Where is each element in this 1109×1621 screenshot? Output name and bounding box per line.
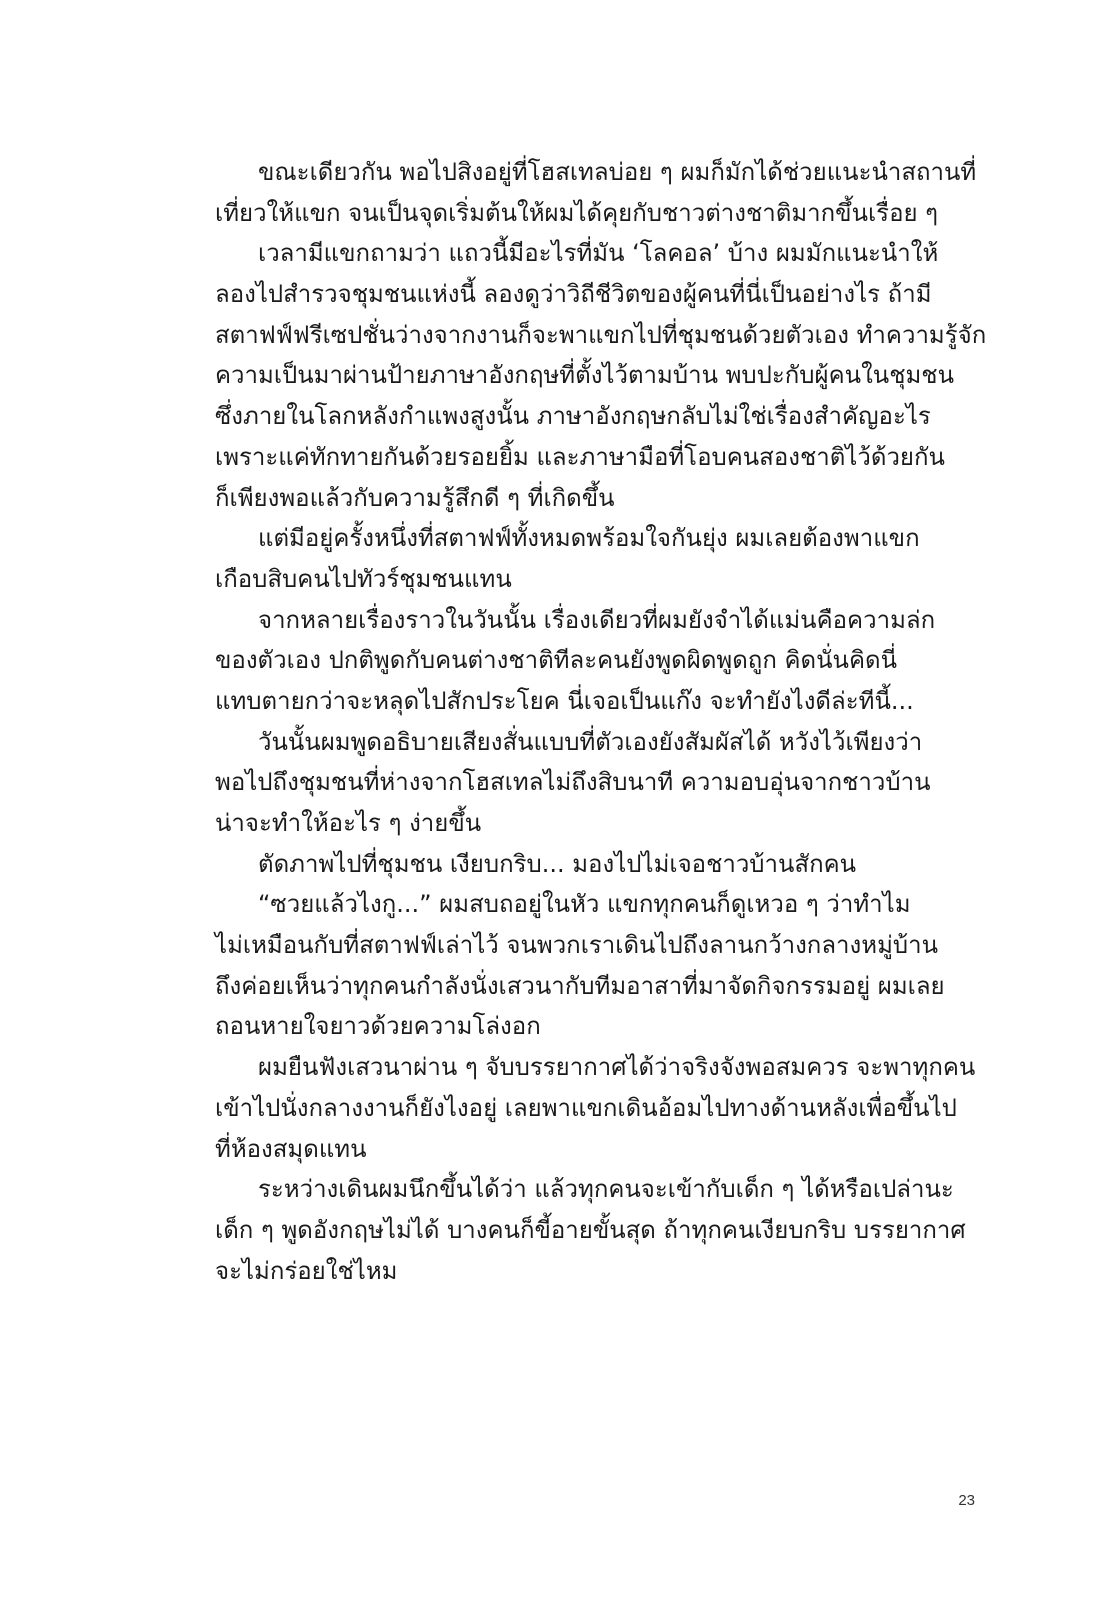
text-line: ถึงค่อยเห็นว่าทุกคนกำลังนั่งเสวนากับทีมอาสาที่มาจัดกิจกรรมอยู่ ผมเลย — [215, 971, 945, 1000]
text-line: วันนั้นผมพูดอธิบายเสียงสั่นแบบที่ตัวเองยังสัมผัสได้ หวังไว้เพียงว่า — [258, 727, 923, 756]
text-line: ขณะเดียวกัน พอไปสิงอยู่ที่โฮสเทลบ่อย ๆ ผมก็มักได้ช่วยแนะนำสถานที่ — [258, 158, 977, 186]
text-line: ถอนหายใจยาวด้วยความโล่งอก — [215, 1012, 541, 1041]
body-text — [215, 152, 987, 1291]
text-line: ที่ห้องสมุดแทน — [215, 1134, 367, 1163]
text-line: ซึ่งภายในโลกหลังกำแพงสูงนั้น ภาษาอังกฤษกลับไม่ใช่เรื่องสำคัญอะไร — [215, 402, 931, 431]
page-number: 23 — [958, 1492, 975, 1509]
text-line: เข้าไปนั่งกลางงานก็ยังไงอยู่ เลยพาแขกเดินอ้อมไปทางด้านหลังเพื่อขึ้นไป — [215, 1093, 957, 1122]
text-line: ก็เพียงพอแล้วกับความรู้สึกดี ๆ ที่เกิดขึ้น — [215, 483, 615, 512]
text-line: ลองไปสำรวจชุมชนแห่งนี้ ลองดูว่าวิถีชีวิตของผู้คนที่นี่เป็นอย่างไร ถ้ามี — [215, 280, 932, 309]
text-line: น่าจะทำให้อะไร ๆ ง่ายขึ้น — [215, 809, 482, 837]
text-line: แต่มีอยู่ครั้งหนึ่งที่สตาฟฟ์ทั้งหมดพร้อมใจกันยุ่ง ผมเลยต้องพาแขก — [258, 524, 920, 553]
text-line: เกือบสิบคนไปทัวร์ชุมชนแทน — [215, 564, 512, 593]
text-line: ความเป็นมาผ่านป้ายภาษาอังกฤษที่ตั้งไว้ตามบ้าน พบปะกับผู้คนในชุมชน — [215, 361, 954, 390]
text-line: พอไปถึงชุมชนที่ห่างจากโฮสเทลไม่ถึงสิบนาที ความอบอุ่นจากชาวบ้าน — [215, 768, 931, 797]
text-line: ไม่เหมือนกับที่สตาฟฟ์เล่าไว้ จนพวกเราเดินไปถึงลานกว้างกลางหมู่บ้าน — [215, 931, 938, 960]
text-line: เด็ก ๆ พูดอังกฤษไม่ได้ บางคนก็ขี้อายขั้นสุด ถ้าทุกคนเงียบกริบ บรรยากาศ — [215, 1215, 966, 1244]
text-line: สตาฟฟ์ฟรีเซปชั่นว่างจากงานก็จะพาแขกไปที่ชุมชนด้วยตัวเอง ทำความรู้จัก — [215, 320, 987, 349]
text-line: ผมยืนฟังเสวนาผ่าน ๆ จับบรรยากาศได้ว่าจริงจังพอสมควร จะพาทุกคน — [258, 1053, 976, 1082]
text-line: แทบตายกว่าจะหลุดไปสักประโยค นี่เจอเป็นแก๊ง จะทำยังไงดีล่ะทีนี้... — [215, 686, 914, 715]
text-line: เวลามีแขกถามว่า แถวนี้มีอะไรที่มัน ‘โลคอล’ บ้าง ผมมักแนะนำให้ — [258, 239, 939, 268]
text-line: เพราะแค่ทักทายกันด้วยรอยยิ้ม และภาษามือที่โอบคนสองชาติไว้ด้วยกัน — [215, 442, 945, 471]
text-line: “ซวยแล้วไงกู...” ผมสบถอยู่ในหัว แขกทุกคนก็ดูเหวอ ๆ ว่าทำไม — [258, 890, 911, 919]
text-line: ของตัวเอง ปกติพูดกับคนต่างชาติทีละคนยังพูดผิดพูดถูก คิดนั่นคิดนี่ — [215, 646, 897, 675]
text-line: จากหลายเรื่องราวในวันนั้น เรื่องเดียวที่ผมยังจำได้แม่นคือความล่ก — [258, 605, 936, 634]
text-line: ตัดภาพไปที่ชุมชน เงียบกริบ... มองไปไม่เจอชาวบ้านสักคน — [258, 849, 857, 878]
text-line: ระหว่างเดินผมนึกขึ้นได้ว่า แล้วทุกคนจะเข้ากับเด็ก ๆ ได้หรือเปล่านะ — [258, 1175, 954, 1204]
text-line: จะไม่กร่อยใช่ไหม — [215, 1256, 398, 1285]
text-line: เที่ยวให้แขก จนเป็นจุดเริ่มต้นให้ผมได้คุยกับชาวต่างชาติมากขึ้นเรื่อย ๆ — [215, 198, 939, 227]
